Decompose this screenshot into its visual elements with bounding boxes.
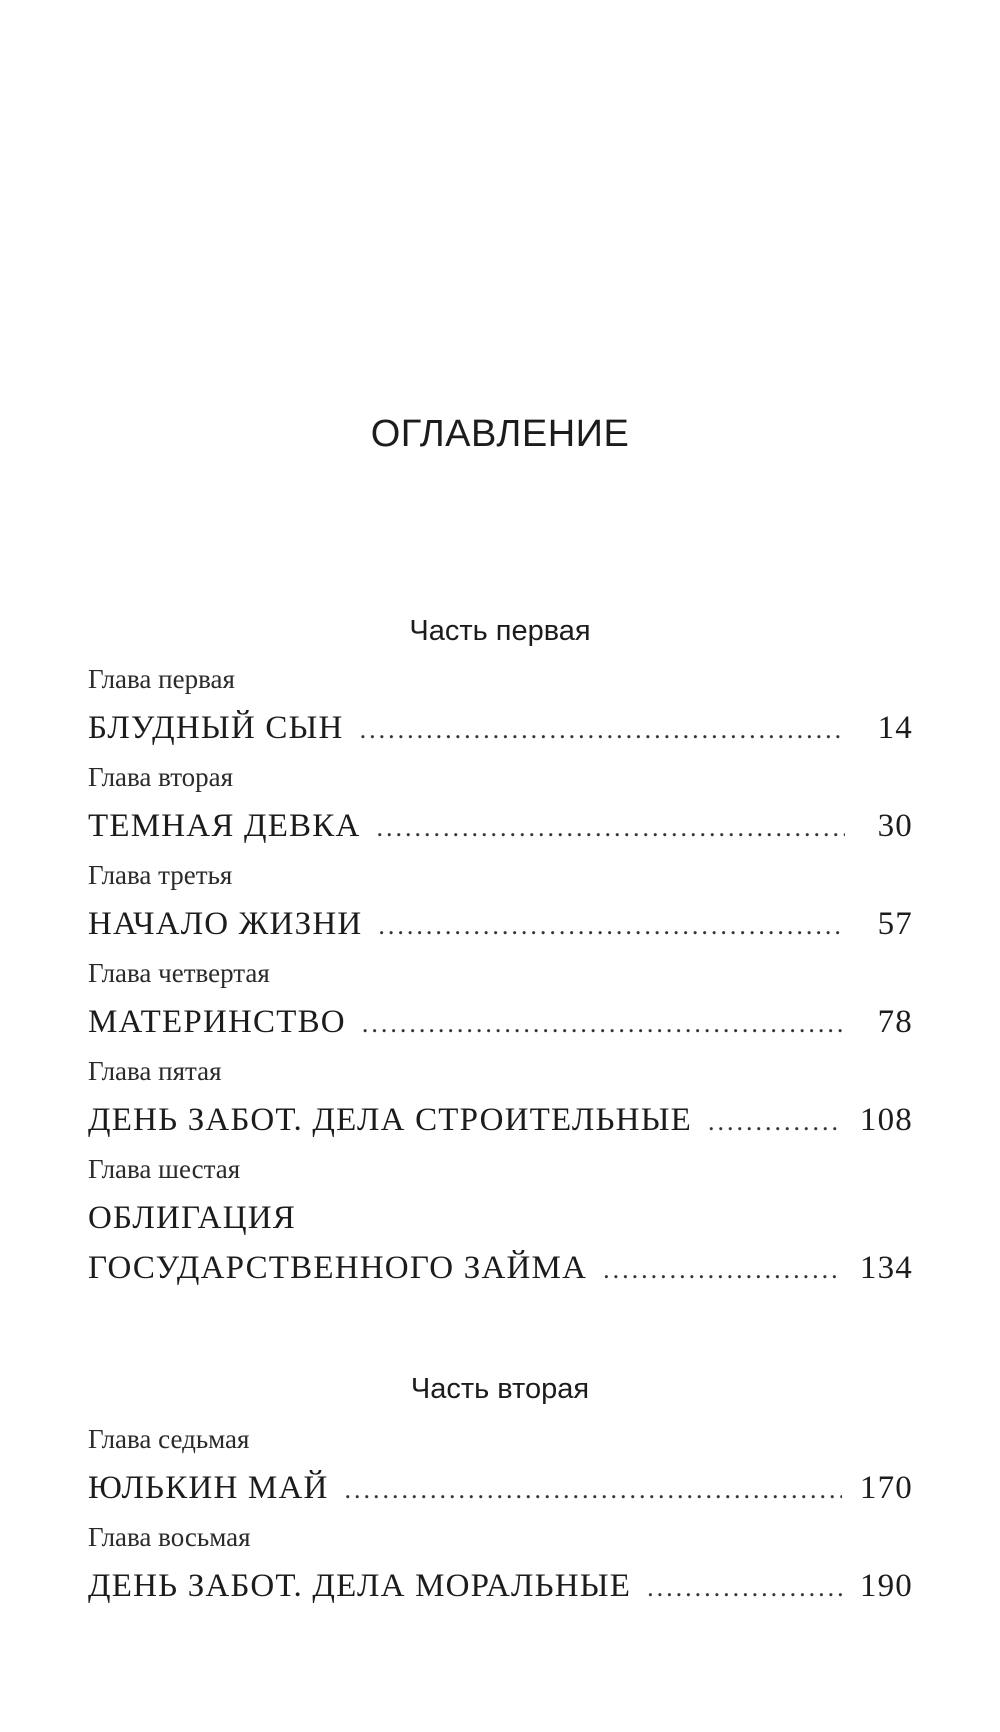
page-number: 134: [859, 1250, 913, 1286]
chapter-label: Глава третья: [88, 860, 233, 890]
dot-leader: [377, 813, 845, 843]
chapter-label: Глава вторая: [88, 762, 234, 792]
toc-entry[interactable]: [88, 1250, 913, 1287]
chapter-title: МАТЕРИНСТВО: [88, 1004, 346, 1040]
dot-leader: [378, 911, 845, 941]
toc-entry[interactable]: [88, 1568, 913, 1605]
page-number: 108: [859, 1102, 913, 1138]
dot-leader: [360, 715, 845, 745]
chapter-title-line1: ОБЛИГАЦИЯ: [88, 1200, 296, 1236]
page-number: 30: [877, 808, 913, 844]
chapter-title: НАЧАЛО ЖИЗНИ: [88, 906, 363, 942]
dot-leader: [362, 1009, 845, 1039]
chapter-title: ЮЛЬКИН МАЙ: [88, 1470, 329, 1506]
toc-heading: ОГЛАВЛЕНИЕ: [370, 413, 630, 455]
page-number: 190: [859, 1568, 913, 1604]
toc-entry[interactable]: [88, 1470, 913, 1507]
dot-leader: [708, 1107, 842, 1137]
part-title: Часть вторая: [410, 1373, 590, 1405]
page-number: 57: [877, 906, 913, 942]
chapter-title: ДЕНЬ ЗАБОТ. ДЕЛА СТРОИТЕЛЬНЫЕ: [88, 1102, 693, 1138]
dot-leader: [603, 1255, 842, 1285]
dot-leader: [345, 1475, 842, 1505]
chapter-title: ДЕНЬ ЗАБОТ. ДЕЛА МОРАЛЬНЫЕ: [88, 1568, 632, 1604]
page-number: 14: [877, 710, 913, 746]
chapter-label: Глава первая: [88, 664, 235, 694]
page-number: 78: [877, 1004, 913, 1040]
chapter-label: Глава восьмая: [88, 1522, 251, 1552]
toc-entry[interactable]: [88, 1102, 913, 1139]
chapter-label: Глава седьмая: [88, 1424, 250, 1454]
chapter-label: Глава четвертая: [88, 958, 270, 988]
page-number: 170: [859, 1470, 913, 1506]
toc-entry[interactable]: [88, 1004, 913, 1041]
toc-entry[interactable]: [88, 710, 913, 747]
part-title: Часть первая: [409, 615, 591, 647]
chapter-title: ГОСУДАРСТВЕННОГО ЗАЙМА: [88, 1250, 588, 1286]
toc-entry[interactable]: [88, 906, 913, 943]
chapter-title: ТЕМНАЯ ДЕВКА: [88, 808, 361, 844]
dot-leader: [647, 1573, 842, 1603]
chapter-label: Глава пятая: [88, 1056, 222, 1086]
chapter-label: Глава шестая: [88, 1154, 241, 1184]
chapter-title: БЛУДНЫЙ СЫН: [88, 710, 344, 746]
toc-entry[interactable]: [88, 808, 913, 845]
